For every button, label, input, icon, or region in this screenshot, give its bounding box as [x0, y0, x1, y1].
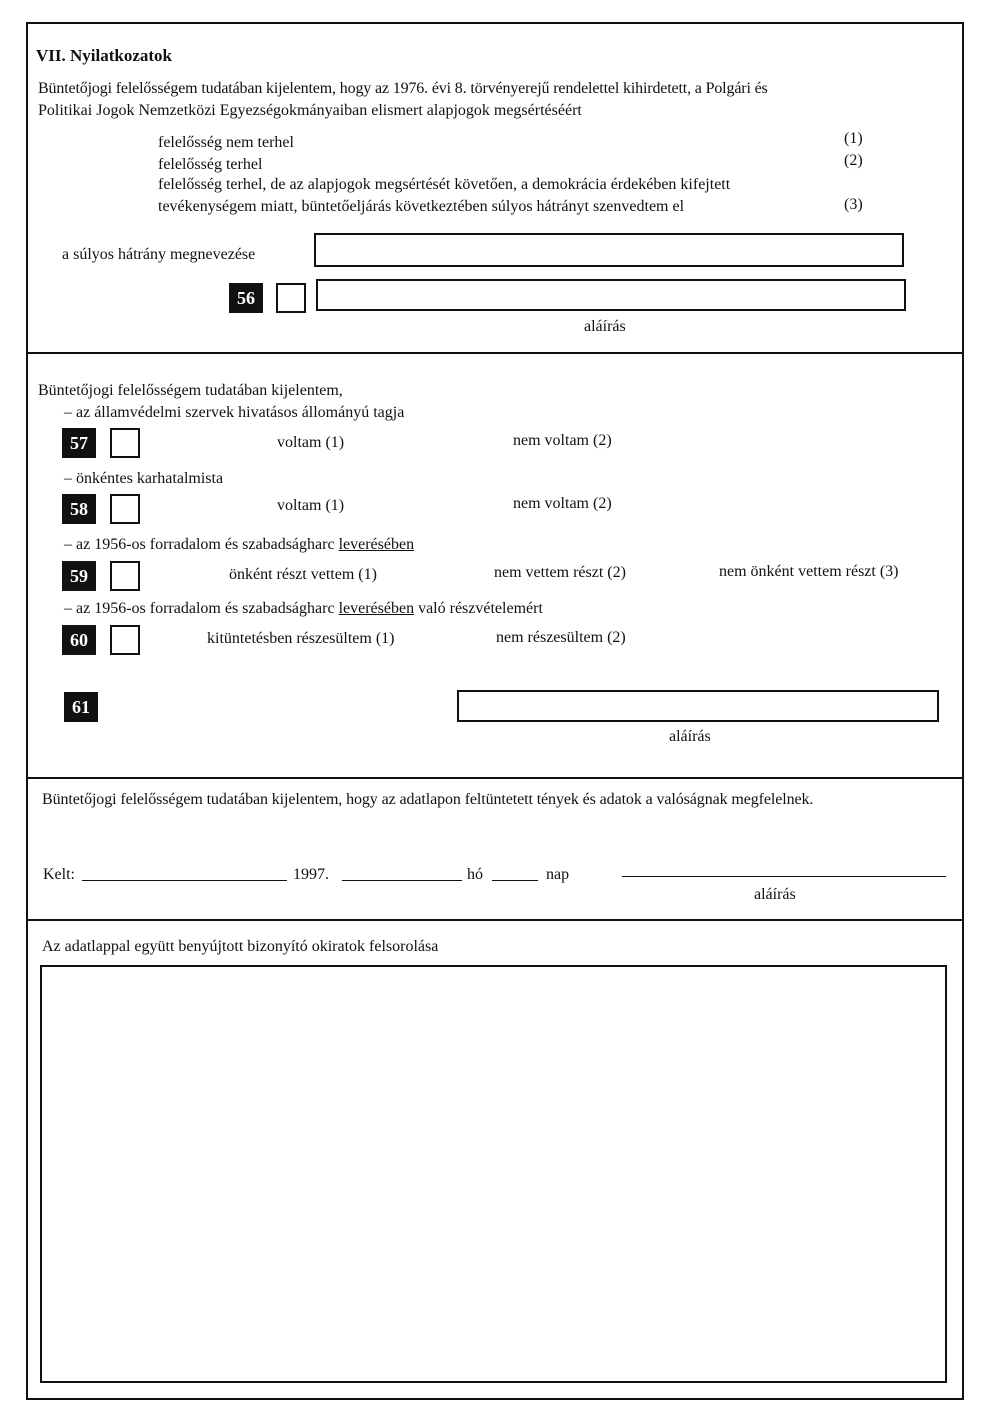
- field-number-56: 56: [229, 283, 263, 313]
- membership-intro: Büntetőjogi felelősségem tudatában kijelentem,: [38, 382, 343, 399]
- q58-option-2: nem voltam (2): [513, 495, 612, 512]
- answer-box-57[interactable]: [110, 428, 140, 458]
- q58-question: – önkéntes karhatalmista: [64, 470, 224, 487]
- field-number-58: 58: [62, 494, 96, 524]
- q57-option-1: voltam (1): [277, 434, 345, 451]
- q57-question: – az államvédelmi szervek hivatásos állományú tagja: [64, 404, 405, 421]
- q59-question: [64, 536, 414, 554]
- answer-box-58[interactable]: [110, 494, 140, 524]
- answer-box-56[interactable]: [276, 283, 306, 313]
- q60-option-2: nem részesültem (2): [496, 629, 626, 646]
- section-divider: [26, 919, 964, 921]
- option-3-code: (3): [844, 196, 863, 213]
- q59-question-underlined: leverésében: [338, 536, 415, 553]
- section-title: VII. Nyilatkozatok: [36, 46, 173, 65]
- q57-option-2: nem voltam (2): [513, 432, 612, 449]
- signature-field-61[interactable]: [457, 690, 939, 722]
- signature-line-truth[interactable]: [622, 876, 946, 877]
- option-3-text-line1: felelősség terhel, de az alapjogok megsértését követően, a demokrácia érdekében kifejtett: [158, 176, 731, 193]
- q59-option-2: nem vettem részt (2): [494, 564, 626, 581]
- answer-box-59[interactable]: [110, 561, 140, 591]
- field-number-61: 61: [64, 692, 98, 722]
- q58-option-1: voltam (1): [277, 497, 345, 514]
- q60-question: [64, 600, 543, 618]
- month-blank[interactable]: [342, 880, 462, 881]
- option-3-text-line2: tevékenységem miatt, büntetőeljárás következtében súlyos hátrányt szenvedtem el: [158, 198, 685, 215]
- signature-label-truth: aláírás: [754, 886, 796, 903]
- field-number-60: 60: [62, 625, 96, 655]
- option-1-text: felelősség nem terhel: [158, 134, 294, 151]
- kelt-label: Kelt:: [43, 866, 75, 883]
- q60-question-suffix: való részvételemért: [414, 600, 543, 617]
- signature-field-56[interactable]: [316, 279, 906, 311]
- answer-box-60[interactable]: [110, 625, 140, 655]
- q59-option-1: önként részt vettem (1): [229, 566, 377, 583]
- option-2-code: (2): [844, 152, 863, 169]
- truth-statement: Büntetőjogi felelősségem tudatában kijelentem, hogy az adatlapon feltüntetett tények és adatok a valóságnak megfelelnek.: [42, 791, 814, 808]
- documents-title: Az adatlappal együtt benyújtott bizonyító okiratok felsorolása: [42, 938, 439, 955]
- day-label: nap: [546, 866, 570, 883]
- section-divider: [26, 352, 964, 354]
- intro-line-2: Politikai Jogok Nemzetközi Egyezségokmányaiban elismert alapjogok megsértéséért: [38, 102, 582, 119]
- hardship-input[interactable]: [314, 233, 904, 267]
- hardship-label: a súlyos hátrány megnevezése: [62, 246, 256, 263]
- documents-list-area[interactable]: [40, 965, 947, 1383]
- q59-option-3: nem önként vettem részt (3): [719, 563, 899, 580]
- section-divider: [26, 777, 964, 779]
- q60-question-underlined: leverésében: [338, 600, 415, 617]
- place-blank[interactable]: [82, 880, 287, 881]
- signature-label-61: aláírás: [669, 728, 711, 745]
- year-label: 1997.: [293, 866, 329, 883]
- option-2-text: felelősség terhel: [158, 156, 263, 173]
- q60-question-prefix: – az 1956-os forradalom és szabadságharc: [64, 600, 339, 617]
- month-label: hó: [467, 866, 483, 883]
- intro-line-1: Büntetőjogi felelősségem tudatában kijelentem, hogy az 1976. évi 8. törvényerejű rendelettel kihirdetett, a Polgári és: [38, 80, 768, 97]
- field-number-57: 57: [62, 428, 96, 458]
- day-blank[interactable]: [492, 880, 538, 881]
- q60-option-1: kitüntetésben részesültem (1): [207, 630, 395, 647]
- q59-question-prefix: – az 1956-os forradalom és szabadságharc: [64, 536, 339, 553]
- option-1-code: (1): [844, 130, 863, 147]
- signature-label-56: aláírás: [584, 318, 626, 335]
- field-number-59: 59: [62, 561, 96, 591]
